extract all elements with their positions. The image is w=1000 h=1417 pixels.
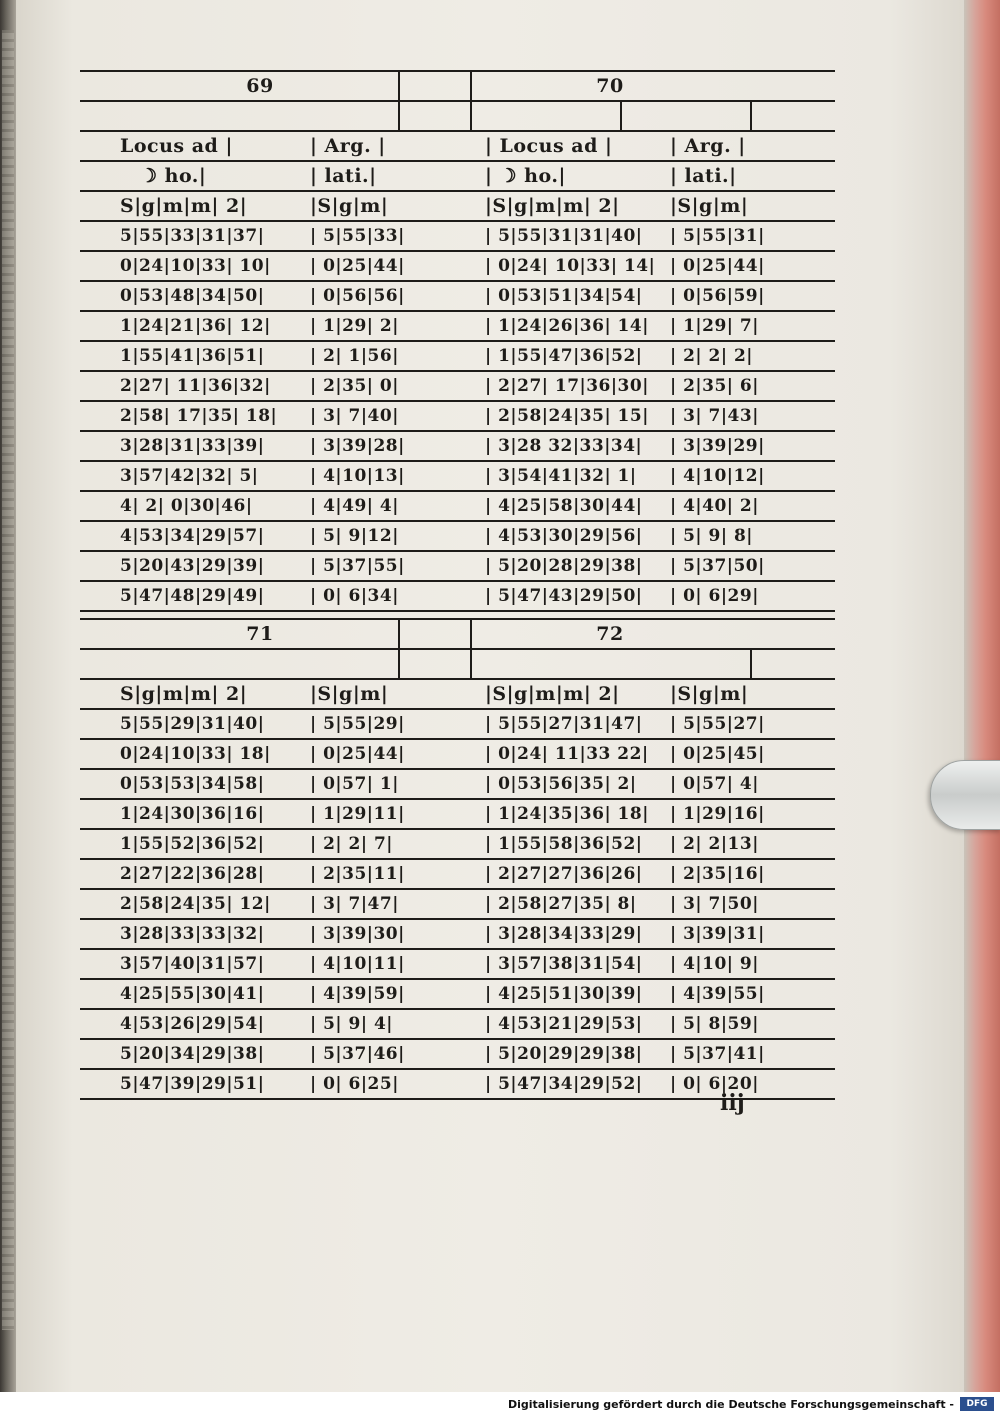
table-cell: 3|57|42|32| 5| — [120, 466, 259, 486]
units-label: S|g|m|m| 2| — [120, 683, 248, 705]
column-header: | Arg. | — [670, 135, 746, 157]
table-cell: | 0|53|56|35| 2| — [485, 774, 637, 794]
table-row — [80, 432, 835, 462]
table-cell: | 4|25|51|30|39| — [485, 984, 643, 1004]
table-row — [80, 462, 835, 492]
table-cell: | 5|55|27| — [670, 714, 765, 734]
table-cell: | 0|24| 10|33| 14| — [485, 256, 656, 276]
table-number-right: 72 — [596, 623, 624, 645]
table-cell: | 3|54|41|32| 1| — [485, 466, 637, 486]
table-row — [80, 950, 835, 980]
table-cell: | 3| 7|40| — [310, 406, 399, 426]
table-number-row — [80, 618, 835, 650]
table-cell: | 1|24|26|36| 14| — [485, 316, 649, 336]
column-header: Locus ad | — [120, 135, 233, 157]
table-cell: 1|24|21|36| 12| — [120, 316, 271, 336]
table-cell: | 1|29|16| — [670, 804, 765, 824]
table-cell: 2|58|24|35| 12| — [120, 894, 271, 914]
footer-credit: Digitalisierung gefördert durch die Deutsche Forschungsgemeinschaft - — [507, 1398, 954, 1411]
table-cell: | 5| 9| 8| — [670, 526, 753, 546]
table-blank-row — [80, 102, 835, 132]
table-row — [80, 252, 835, 282]
table-cell: | 0|57| 4| — [670, 774, 759, 794]
table-cell: | 0|57| 1| — [310, 774, 399, 794]
table-cell: | 3|28|34|33|29| — [485, 924, 643, 944]
units-label: |S|g|m|m| 2| — [485, 195, 620, 217]
table-cell: | 2|35| 0| — [310, 376, 399, 396]
table-header-row — [80, 132, 835, 162]
table-cell: | 3| 7|50| — [670, 894, 759, 914]
table-cell: 5|20|34|29|38| — [120, 1044, 265, 1064]
table-cell: | 5| 9|12| — [310, 526, 399, 546]
table-cell: | 0| 6|29| — [670, 586, 759, 606]
table-cell: 0|24|10|33| 10| — [120, 256, 271, 276]
table-cell: 5|47|48|29|49| — [120, 586, 265, 606]
column-header: | lati.| — [670, 165, 737, 187]
table-cell: 1|24|30|36|16| — [120, 804, 265, 824]
table-cell: | 5|47|43|29|50| — [485, 586, 643, 606]
table-row — [80, 710, 835, 740]
table-row — [80, 980, 835, 1010]
table-cell: | 1|24|35|36| 18| — [485, 804, 649, 824]
table-number-left: 69 — [246, 75, 274, 97]
table-number-row — [80, 70, 835, 102]
table-cell: | 5|37|50| — [670, 556, 765, 576]
table-cell: 5|47|39|29|51| — [120, 1074, 265, 1094]
table-row — [80, 920, 835, 950]
table-row — [80, 372, 835, 402]
footer-bar — [0, 1392, 1000, 1417]
table-cell: | 4|53|30|29|56| — [485, 526, 643, 546]
table-cell: | 5|20|29|29|38| — [485, 1044, 643, 1064]
table-header-row — [80, 162, 835, 192]
table-cell: 2|27| 11|36|32| — [120, 376, 271, 396]
table-cell: | 0|24| 11|33 22| — [485, 744, 649, 764]
table-cell: | 5|37|55| — [310, 556, 405, 576]
table-cell: | 3| 7|43| — [670, 406, 759, 426]
dfg-logo: DFG — [960, 1397, 994, 1411]
table-number-right: 70 — [596, 75, 624, 97]
table-cell: | 0| 6|20| — [670, 1074, 759, 1094]
table-cell: | 5|55|29| — [310, 714, 405, 734]
table-cell: | 2|35|11| — [310, 864, 405, 884]
table-cell: 5|55|29|31|40| — [120, 714, 265, 734]
table-cell: | 4|10|13| — [310, 466, 405, 486]
table-row — [80, 402, 835, 432]
table-cell: | 2| 2|13| — [670, 834, 759, 854]
table-cell: | 5|55|27|31|47| — [485, 714, 643, 734]
table-cell: 4|53|26|29|54| — [120, 1014, 265, 1034]
column-header: ☽ ho.| — [140, 165, 207, 187]
column-header: | ☽ ho.| — [485, 165, 566, 187]
table-cell: | 5|20|28|29|38| — [485, 556, 643, 576]
table-cell: | 1|29| 2| — [310, 316, 399, 336]
table-units-row — [80, 192, 835, 222]
table-cell: 5|20|43|29|39| — [120, 556, 265, 576]
page-clip — [930, 760, 1000, 830]
table-cell: | 4|39|59| — [310, 984, 405, 1004]
table-cell: | 2|27| 17|36|30| — [485, 376, 649, 396]
table-cell: | 2| 2| 2| — [670, 346, 753, 366]
units-label: |S|g|m|m| 2| — [485, 683, 620, 705]
table-cell: | 2|35| 6| — [670, 376, 759, 396]
table-row — [80, 342, 835, 372]
table-cell: | 5| 8|59| — [670, 1014, 759, 1034]
table-cell: | 3|39|29| — [670, 436, 765, 456]
table-cell: | 2|35|16| — [670, 864, 765, 884]
table-row — [80, 282, 835, 312]
table-cell: | 1|29| 7| — [670, 316, 759, 336]
table-cell: | 0| 6|34| — [310, 586, 399, 606]
table-cell: | 3| 7|47| — [310, 894, 399, 914]
table-body — [80, 222, 835, 612]
table-cell: | 3|39|31| — [670, 924, 765, 944]
table-cell: | 4|49| 4| — [310, 496, 399, 516]
table-cell: | 3|39|30| — [310, 924, 405, 944]
table-cell: | 2|58|27|35| 8| — [485, 894, 637, 914]
table-cell: 0|53|48|34|50| — [120, 286, 265, 306]
table-row — [80, 552, 835, 582]
table-cell: | 2| 2| 7| — [310, 834, 393, 854]
table-row — [80, 860, 835, 890]
table-row — [80, 522, 835, 552]
table-cell: | 3|39|28| — [310, 436, 405, 456]
table-cell: | 0|53|51|34|54| — [485, 286, 643, 306]
table-blank-row — [80, 650, 835, 680]
table-cell: | 0|25|44| — [670, 256, 765, 276]
table-cell: | 1|55|58|36|52| — [485, 834, 643, 854]
table-cell: 3|57|40|31|57| — [120, 954, 265, 974]
column-header: | Arg. | — [310, 135, 386, 157]
table-cell: | 5|37|46| — [310, 1044, 405, 1064]
table-cell: | 5|37|41| — [670, 1044, 765, 1064]
table-row — [80, 770, 835, 800]
table-row — [80, 312, 835, 342]
table-cell: | 5|55|31| — [670, 226, 765, 246]
table-cell: | 2|27|27|36|26| — [485, 864, 643, 884]
table-row — [80, 800, 835, 830]
table-cell: 4|53|34|29|57| — [120, 526, 265, 546]
table-row — [80, 1010, 835, 1040]
table-row — [80, 740, 835, 770]
table-cell: | 5|55|33| — [310, 226, 405, 246]
table-cell: | 4|10|11| — [310, 954, 405, 974]
table-cell: | 0|25|44| — [310, 256, 405, 276]
table-cell: 1|55|41|36|51| — [120, 346, 265, 366]
column-header: | Locus ad | — [485, 135, 613, 157]
table-cell: 2|27|22|36|28| — [120, 864, 265, 884]
units-label: |S|g|m| — [670, 195, 749, 217]
table-row — [80, 222, 835, 252]
table-cell: | 2|58|24|35| 15| — [485, 406, 649, 426]
table-cell: | 4|10| 9| — [670, 954, 759, 974]
table-cell: | 1|55|47|36|52| — [485, 346, 643, 366]
table-cell: | 3|57|38|31|54| — [485, 954, 643, 974]
table-cell: 3|28|31|33|39| — [120, 436, 265, 456]
previous-pages-edge — [0, 0, 16, 1392]
table-cell: | 4|25|58|30|44| — [485, 496, 643, 516]
table-cell: | 4|53|21|29|53| — [485, 1014, 643, 1034]
table-cell: | 4|39|55| — [670, 984, 765, 1004]
table-row — [80, 582, 835, 612]
table-cell: | 0|25|44| — [310, 744, 405, 764]
units-label: |S|g|m| — [310, 683, 389, 705]
column-header: | lati.| — [310, 165, 377, 187]
table-units-row — [80, 680, 835, 710]
table-cell: | 1|29|11| — [310, 804, 405, 824]
table-cell: | 5|47|34|29|52| — [485, 1074, 643, 1094]
units-label: |S|g|m| — [670, 683, 749, 705]
table-number-left: 71 — [246, 623, 274, 645]
table-71-72 — [80, 618, 835, 1100]
table-row — [80, 830, 835, 860]
table-69-70 — [80, 70, 835, 612]
table-cell: 3|28|33|33|32| — [120, 924, 265, 944]
table-cell: 0|53|53|34|58| — [120, 774, 265, 794]
table-row — [80, 492, 835, 522]
table-cell: 4|25|55|30|41| — [120, 984, 265, 1004]
table-cell: | 3|28 32|33|34| — [485, 436, 643, 456]
table-row — [80, 890, 835, 920]
book-edge-red — [964, 0, 1000, 1392]
table-body — [80, 710, 835, 1100]
table-cell: | 0|25|45| — [670, 744, 765, 764]
table-cell: 5|55|33|31|37| — [120, 226, 265, 246]
table-cell: 1|55|52|36|52| — [120, 834, 265, 854]
table-cell: | 4|40| 2| — [670, 496, 759, 516]
table-cell: | 5| 9| 4| — [310, 1014, 393, 1034]
table-cell: | 4|10|12| — [670, 466, 765, 486]
units-label: |S|g|m| — [310, 195, 389, 217]
table-cell: | 5|55|31|31|40| — [485, 226, 643, 246]
table-cell: 2|58| 17|35| 18| — [120, 406, 278, 426]
table-cell: | 0| 6|25| — [310, 1074, 399, 1094]
table-cell: 0|24|10|33| 18| — [120, 744, 271, 764]
catchword: iij — [720, 1090, 745, 1116]
table-cell: 4| 2| 0|30|46| — [120, 496, 253, 516]
units-label: S|g|m|m| 2| — [120, 195, 248, 217]
table-cell: | 0|56|59| — [670, 286, 765, 306]
table-cell: | 2| 1|56| — [310, 346, 399, 366]
table-cell: | 0|56|56| — [310, 286, 405, 306]
table-row — [80, 1040, 835, 1070]
